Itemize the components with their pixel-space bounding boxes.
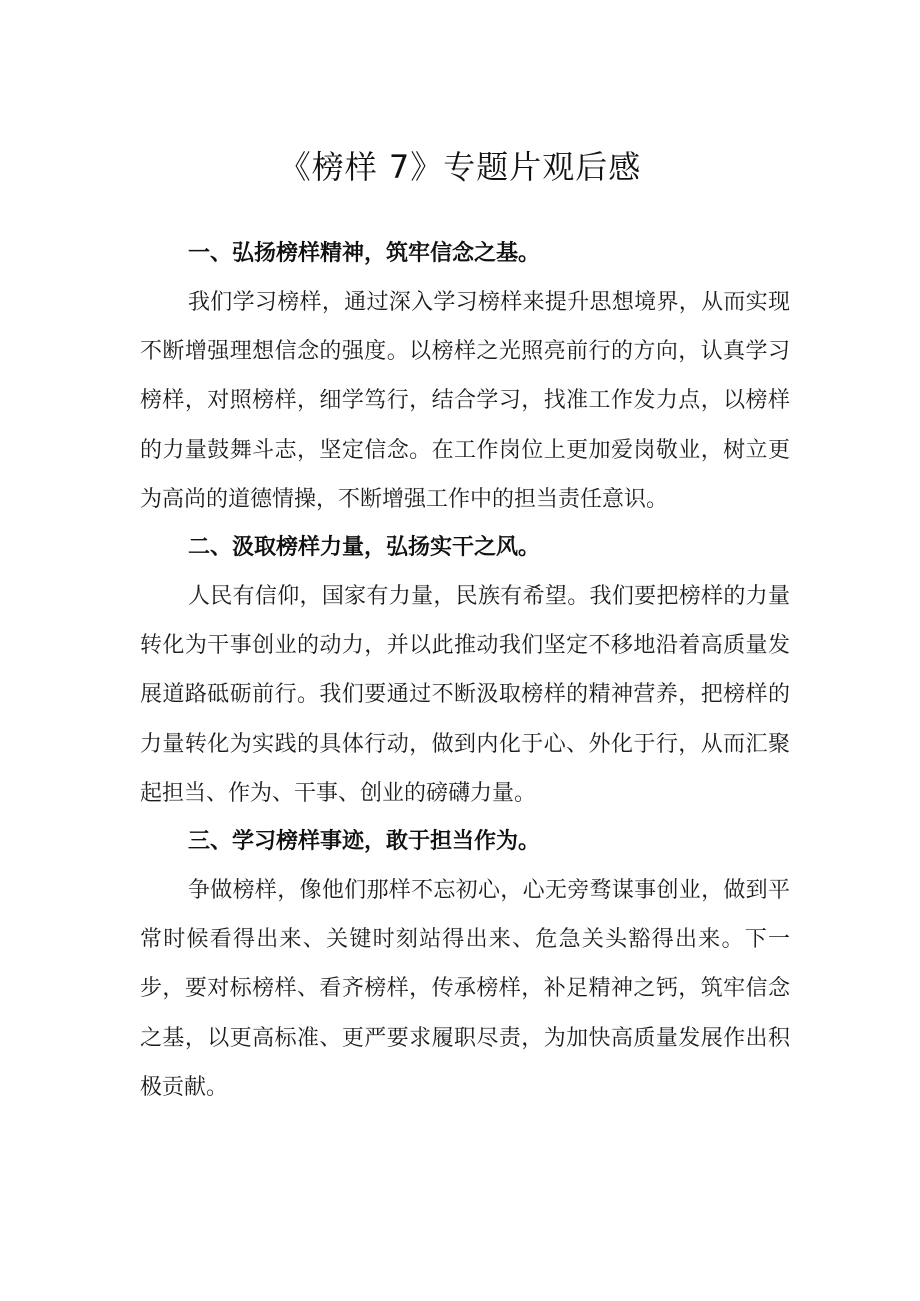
section-2 bbox=[140, 524, 790, 818]
section-heading: 三、学习榜样事迹，敢于担当作为。 bbox=[188, 829, 541, 855]
section-heading: 一、弘扬榜样精神，筑牢信念之基。 bbox=[188, 241, 541, 266]
document-title: 《榜样 7》专题片观后感 bbox=[278, 148, 642, 186]
section-1 bbox=[140, 230, 790, 524]
section-paragraph: 争做榜样，像他们那样不忘初心，心无旁骛谋事创业，做到平常时候看得出来、关键时刻站得出来、危急关头豁得出来。下一步，要对标榜样、看齐榜样，传承榜样，补足精神之钙，筑牢信念之基，以更高标准、更严要求履职尽责，为加快高质量发展作出积极贡献。 bbox=[140, 878, 790, 1100]
document-body bbox=[140, 230, 790, 1112]
section-3 bbox=[140, 818, 790, 1112]
section-paragraph: 我们学习榜样，通过深入学习榜样来提升思想境界，从而实现不断增强理想信念的强度。以榜样之光照亮前行的方向，认真学习榜样，对照榜样，细学笃行，结合学习，找准工作发力点，以榜样的力量鼓舞斗志，坚定信念。在工作岗位上更加爱岗敬业，树立更为高尚的道德情操，不断增强工作中的担当责任意识。 bbox=[140, 290, 790, 512]
section-paragraph: 人民有信仰，国家有力量，民族有希望。我们要把榜样的力量转化为干事创业的动力，并以此推动我们坚定不移地沿着高质量发展道路砥砺前行。我们要通过不断汲取榜样的精神营养，把榜样的力量转化为实践的具体行动，做到内化于心、外化于行，从而汇聚起担当、作为、干事、创业的磅礴力量。 bbox=[140, 584, 790, 806]
section-heading: 二、汲取榜样力量，弘扬实干之风。 bbox=[188, 535, 541, 561]
